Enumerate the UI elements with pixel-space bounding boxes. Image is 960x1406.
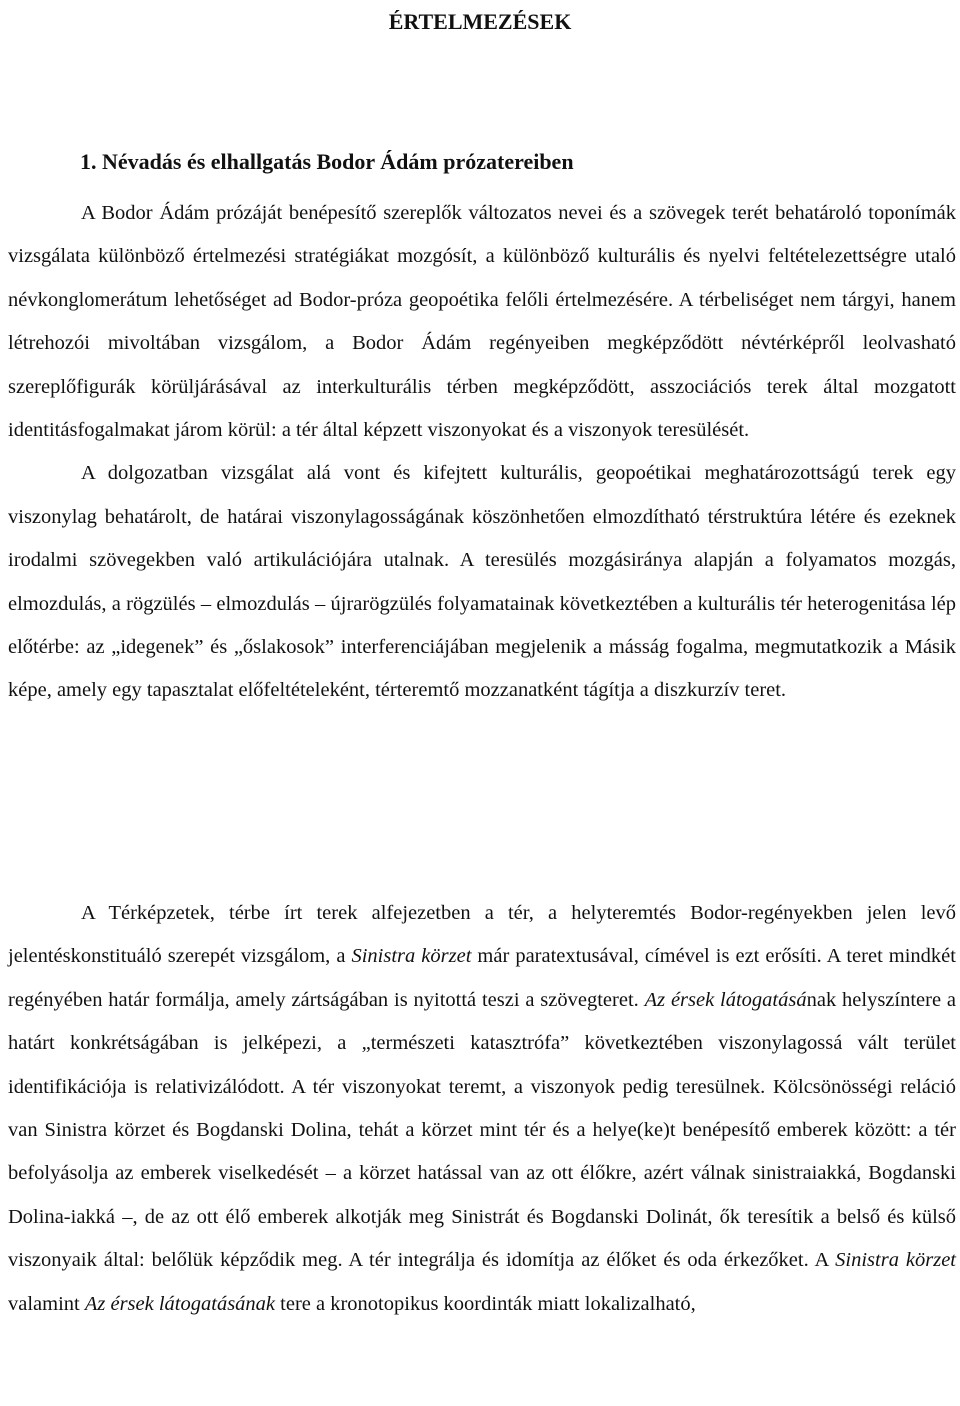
document-title: ÉRTELMEZÉSEK <box>388 9 572 34</box>
italic-title-text: Sinistra körzet <box>351 945 472 968</box>
paragraph-text: valamint <box>8 1292 85 1315</box>
body-text-block <box>8 192 956 713</box>
paragraph <box>8 452 956 712</box>
paragraph-text: tere a kronotopikus koordinták miatt lokalizalható, <box>275 1292 696 1315</box>
body-text-block <box>8 892 956 1326</box>
italic-title-text: Az érsek látogatásának <box>84 1292 276 1315</box>
section-heading: 1. Névadás és elhallgatás Bodor Ádám prózatereiben <box>80 149 574 174</box>
paragraph-text: A dolgozatban vizsgálat alá vont és kifejtett kulturális, geopoétikai meghatározottságú terek egy viszonylag behatárolt, de határai viszonylagosságának köszönhetően elmozdítható térstruktúra létére és ezeknek irodalmi szövegekben való artikulációjára utalnak. A teresülés mozgásiránya alapján a folyamatos mozgás, elmozdulás, a rögzülés – elmozdulás – újrarögzülés folyamatainak következtében a kulturális tér heterogenitása lép előtérbe: az „idegenek” és „őslakosok” interferenciájában megjelenik a másság fogalma, megmutatkozik a Másik képe, amely egy tapasztalat előfeltételeként, térteremtő mozzanatként tágítja a diszkurzív teret. <box>8 462 956 702</box>
paragraph <box>8 892 956 1326</box>
paragraph <box>8 192 956 452</box>
paragraph-text: már paratextusával, címével is ezt erősíti. A teret mindkét regényében határ formálja, amely zártságában is nyitottá teszi a szövegteret. <box>8 945 956 1011</box>
italic-title-text: Az érsek látogatásá <box>644 988 807 1011</box>
paragraph-text: nak helyszíntere a határt konkrétságában is jelképezi, a „természeti katasztrófa” következtében viszonylagossá vált terület identifikációja is relativizálódott. A tér viszonyokat teremt, a viszonyok pedig teresülnek. Kölcsönösségi reláció van Sinistra körzet és Bogdanski Dolina, tehát a körzet mint tér és a helye(ke)t benépesítő emberek között: a tér befolyásolja az emberek viselkedését – a körzet hatással van az ott élőkre, azért válnak sinistraiakká, Bogdanski Dolina-iakká –, de az ott élő emberek alkotják meg Sinistrát és Bogdanski Dolinát, ők teresítik a belső és külső viszonyaik által: belőlük képződik meg. A tér integrálja és idomítja az élőket és oda érkezőket. A <box>8 988 956 1272</box>
italic-title-text: Sinistra körzet <box>835 1249 956 1272</box>
paragraph-text: A Bodor Ádám prózáját benépesítő szereplők változatos nevei és a szövegek terét behatároló toponímák vizsgálata különböző értelmezési stratégiákat mozgósít, a különböző kulturális és nyelvi feltételezettségre utaló névkonglomerátum lehetőséget ad Bodor-próza geopoétika felőli értelmezésére. A térbeliséget nem tárgyi, hanem létrehozói mivoltában vizsgálom, a Bodor Ádám regényeiben megképződött névtérképről leolvasható szereplőfigurák körüljárásával az interkulturális térben megképződött, asszociációs terek által mozgatott identitásfogalmakat járom körül: a tér által képzett viszonyokat és a viszonyok teresülését. <box>8 202 956 442</box>
paragraph-text: A Térképzetek, térbe írt terek alfejezetben a tér, a helyteremtés Bodor-regényekben jelen levő jelentéskonstituáló szerepét vizsgálom, a <box>8 902 956 968</box>
